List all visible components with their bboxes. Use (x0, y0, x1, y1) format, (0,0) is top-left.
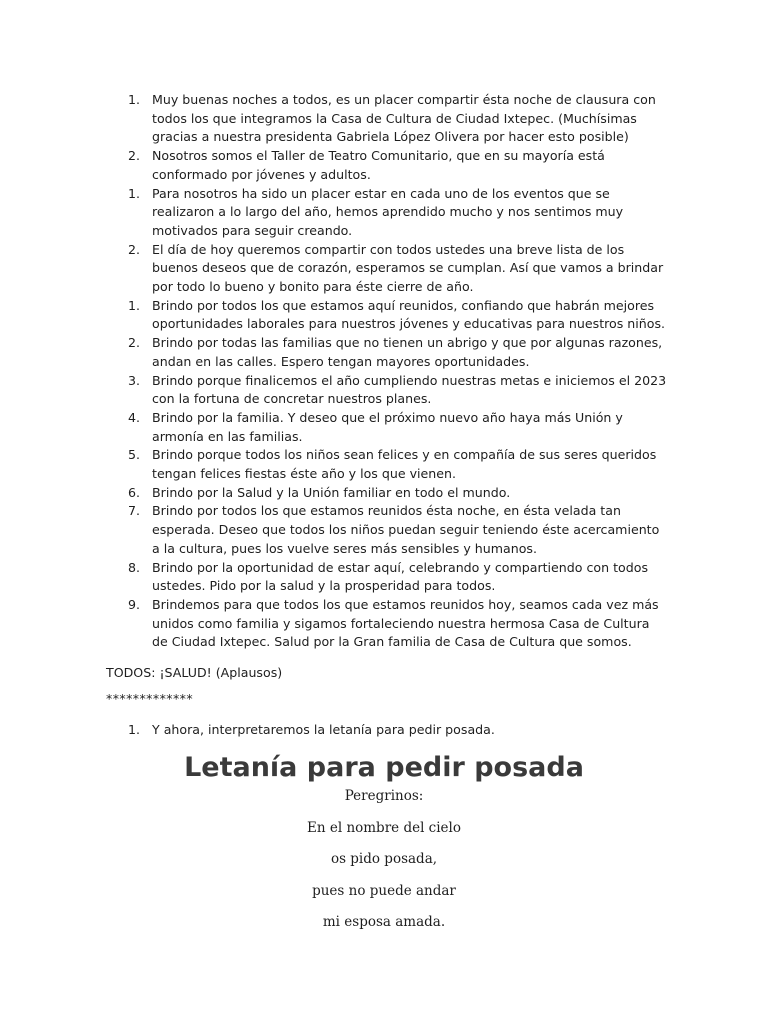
list-item (0, 91, 768, 147)
poem-title: Letanía para pedir posada (184, 752, 584, 783)
item-text: Brindo por todos los que estamos aquí reunidos, confiando que habrán mejores oportunidades laborales para nuestros jóvenes y educativas para nuestros niños. (152, 297, 666, 332)
item-number: 1. (128, 185, 141, 201)
list-item (0, 185, 768, 241)
item-number: 1. (128, 297, 141, 313)
list-item (0, 297, 768, 334)
item-text: Nosotros somos el Taller de Teatro Comunitario, que en su mayoría está conformado por jóvenes y adultos. (152, 148, 605, 182)
item-number: 4. (128, 409, 141, 425)
item-number: 2. (128, 335, 141, 351)
poem-line: mi esposa amada. (322, 914, 446, 930)
list-item (0, 446, 768, 483)
list-item (0, 596, 768, 652)
item-number: 5. (128, 447, 141, 463)
item-text: El día de hoy queremos compartir con todos ustedes una breve lista de los buenos deseos que de corazón, esperamos se cumplan. Así que vamos a brindar por todo lo bueno y bonito para éste cierre de año. (152, 241, 664, 295)
item-number: 3. (128, 372, 141, 388)
list-item (0, 721, 768, 740)
speech-list (0, 91, 768, 652)
item-text: Brindo por la Salud y la Unión familiar en todo el mundo. (152, 484, 511, 500)
item-number: 8. (128, 559, 141, 575)
list-item (0, 484, 768, 503)
item-text: Brindemos para que todos los que estamos reunidos hoy, seamos cada vez más unidos como familia y sigamos fortaleciendo nuestra hermosa Casa de Cultura de Ciudad Ixtepec. Salud por la Gran familia de Casa de Cultura que somos. (152, 596, 659, 650)
poem-line: os pido posada, (330, 851, 438, 867)
item-text: Y ahora, interpretaremos la letanía para pedir posada. (152, 722, 495, 737)
list-item (0, 559, 768, 596)
list-item (0, 147, 768, 184)
poem-line: pues no puede andar (312, 882, 456, 899)
list-item (0, 502, 768, 558)
item-number: 1. (128, 92, 141, 107)
poem-speaker: Peregrinos: (344, 788, 424, 804)
item-text: Brindo porque todos los niños sean felices y en compañía de sus seres queridos tengan felices fiestas éste año y los que vienen. (152, 447, 657, 482)
item-number: 9. (128, 596, 141, 612)
item-text: Para nosotros ha sido un placer estar en cada uno de los eventos que se realizaron a lo largo del año, hemos aprendido mucho y nos sentimos muy motivados para seguir creando. (152, 185, 624, 238)
list-item (0, 372, 768, 409)
item-number: 2. (128, 148, 141, 164)
list-item (0, 241, 768, 297)
item-text: Brindo por todas las familias que no tienen un abrigo y que por algunas razones, andan en las calles. Espero tengan mayores oportunidades. (152, 335, 663, 369)
item-text: Brindo por la familia. Y deseo que el próximo nuevo año haya más Unión y armonía en las familias. (152, 409, 623, 444)
item-number: 6. (128, 484, 141, 500)
section-separator: ************* (106, 691, 194, 706)
item-number: 7. (128, 503, 141, 519)
item-text: Brindo por la oportunidad de estar aquí, celebrando y compartiendo con todos ustedes. Pido por la salud y la prosperidad para todos. (152, 559, 649, 594)
list-item (0, 409, 768, 446)
poem-line: En el nombre del cielo (307, 819, 461, 836)
item-text: Muy buenas noches a todos, es un placer compartir ésta noche de clausura con todos los que integramos la Casa de Cultura de Ciudad Ixtepec. (Muchísimas gracias a nuestra presidenta Gabriela López Olivera por hacer esto posible) (152, 92, 656, 145)
poem-verses (0, 787, 768, 945)
list-item (0, 334, 768, 371)
closing-list (0, 721, 768, 740)
item-text: Brindo por todos los que estamos reunidos ésta noche, en ésta velada tan esperada. Deseo que todos los niños puedan seguir teniendo éste acercamiento a la cultura, pues los vuelve seres más sensibles y humanos. (152, 503, 660, 556)
item-number: 2. (128, 241, 141, 257)
item-number: 1. (128, 722, 141, 737)
item-text: Brindo porque finalicemos el año cumpliendo nuestras metas e iniciemos el 2023 con la fortuna de concretar nuestros planes. (152, 372, 667, 407)
todos-toast-line: TODOS: ¡SALUD! (Aplausos) (106, 665, 283, 680)
